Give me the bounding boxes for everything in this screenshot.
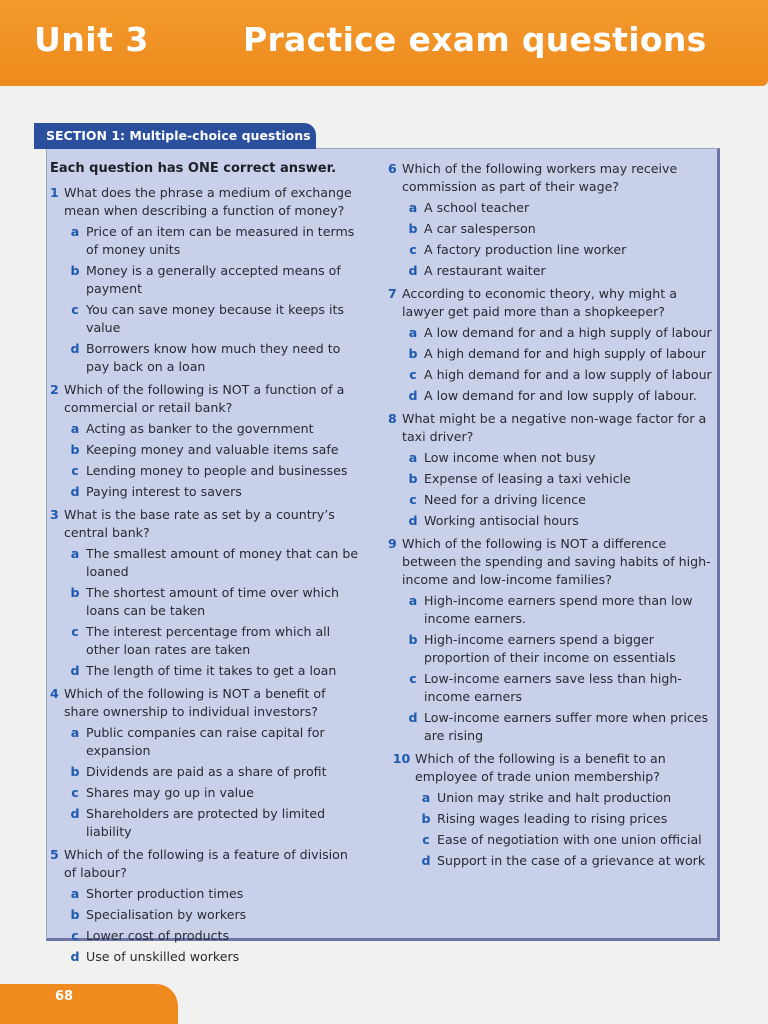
footer-tab <box>0 984 178 1024</box>
option-letter: a <box>70 725 80 740</box>
question-10 <box>388 750 714 870</box>
option-text: Expense of leasing a taxi vehicle <box>424 471 631 486</box>
option-letter: b <box>408 632 418 647</box>
option-text: Shareholders are protected by limited liability <box>86 806 326 839</box>
question-text: Which of the following is a benefit to an employee of trade union membership? <box>415 751 666 784</box>
option-letter: a <box>408 450 418 465</box>
option-letter: c <box>409 367 417 382</box>
option-letter: a <box>408 325 418 340</box>
option-text: High-income earners spend more than low income earners. <box>424 593 693 626</box>
option-text: The shortest amount of time over which loans can be taken <box>86 585 340 618</box>
question-number: 5 <box>50 847 59 862</box>
option-text: High-income earners spend a bigger proportion of their income on essentials <box>424 632 676 665</box>
question-text: Which of the following is NOT a benefit of share ownership to individual investors? <box>64 686 326 719</box>
option-letter: c <box>71 302 79 317</box>
option-text: Support in the case of a grievance at work <box>437 853 706 868</box>
question-number: 8 <box>388 411 397 426</box>
option-letter: b <box>70 585 80 600</box>
question-text: Which of the following is NOT a function of a commercial or retail bank? <box>64 382 345 415</box>
option-text: A low demand for and a high supply of labour <box>424 325 712 340</box>
left-column <box>50 160 360 971</box>
option-letter: c <box>409 242 417 257</box>
question-text: Which of the following is a feature of division of labour? <box>64 847 348 880</box>
option-letter: a <box>70 421 80 436</box>
option-text: Borrowers know how much they need to pay back on a loan <box>86 341 341 374</box>
option-letter: a <box>70 886 80 901</box>
option-text: Shares may go up in value <box>86 785 254 800</box>
option-letter: c <box>71 624 79 639</box>
option-letter: b <box>70 442 80 457</box>
page-number: 68 <box>55 989 74 1004</box>
option-letter: b <box>421 811 431 826</box>
option-letter: a <box>70 546 80 561</box>
question-text: Which of the following is NOT a difference between the spending and saving habits of high-income and low-income families? <box>402 536 711 587</box>
option-letter: c <box>422 832 430 847</box>
section-tab: SECTION 1: Multiple-choice questions <box>34 123 316 149</box>
option-text: The smallest amount of money that can be loaned <box>86 546 359 579</box>
option-letter: a <box>70 224 80 239</box>
question-text: What might be a negative non-wage factor for a taxi driver? <box>402 411 707 444</box>
option-letter: c <box>409 492 417 507</box>
question-7 <box>388 285 714 405</box>
option-text: Keeping money and valuable items safe <box>86 442 339 457</box>
option-letter: b <box>70 263 80 278</box>
option-letter: b <box>408 346 418 361</box>
option-text: Low income when not busy <box>424 450 596 465</box>
option-text: Need for a driving licence <box>424 492 586 507</box>
option-text: A restaurant waiter <box>424 263 546 278</box>
option-letter: b <box>70 907 80 922</box>
question-number: 4 <box>50 686 59 701</box>
option-letter: d <box>70 949 80 964</box>
option-letter: b <box>408 221 418 236</box>
option-text: The length of time it takes to get a loan <box>86 663 337 678</box>
option-text: A factory production line worker <box>424 242 627 257</box>
option-text: Shorter production times <box>86 886 244 901</box>
option-text: Low-income earners suffer more when prices are rising <box>424 710 709 743</box>
option-text: Lending money to people and businesses <box>86 463 348 478</box>
option-text: You can save money because it keeps its value <box>86 302 344 335</box>
option-letter: d <box>70 663 80 678</box>
option-letter: b <box>408 471 418 486</box>
question-2 <box>50 381 360 501</box>
option-letter: c <box>71 463 79 478</box>
question-number: 1 <box>50 185 59 200</box>
option-letter: d <box>408 263 418 278</box>
option-text: Public companies can raise capital for expansion <box>86 725 325 758</box>
question-3 <box>50 506 360 680</box>
question-number: 9 <box>388 536 397 551</box>
question-9 <box>388 535 714 745</box>
option-letter: c <box>71 785 79 800</box>
option-text: A car salesperson <box>424 221 536 236</box>
option-letter: a <box>408 200 418 215</box>
option-text: A school teacher <box>424 200 530 215</box>
option-letter: d <box>408 710 418 725</box>
question-4 <box>50 685 360 841</box>
option-text: The interest percentage from which all other loan rates are taken <box>86 624 331 657</box>
unit-label: Unit 3 <box>34 20 149 59</box>
option-text: Union may strike and halt production <box>437 790 672 805</box>
instruction: Each question has ONE correct answer. <box>50 161 337 176</box>
page-header <box>0 0 768 86</box>
option-text: Low-income earners save less than high-income earners <box>424 671 682 704</box>
right-column <box>388 160 714 875</box>
question-6 <box>388 160 714 280</box>
option-letter: d <box>70 484 80 499</box>
option-letter: c <box>409 671 417 686</box>
option-text: A high demand for and a low supply of labour <box>424 367 712 382</box>
option-letter: d <box>408 388 418 403</box>
option-letter: d <box>408 513 418 528</box>
option-letter: a <box>421 790 431 805</box>
option-text: Paying interest to savers <box>86 484 242 499</box>
option-letter: c <box>71 928 79 943</box>
question-number: 2 <box>50 382 59 397</box>
question-1 <box>50 184 360 376</box>
question-5 <box>50 846 360 966</box>
question-8 <box>388 410 714 530</box>
option-text: Working antisocial hours <box>424 513 579 528</box>
option-text: A high demand for and high supply of labour <box>424 346 706 361</box>
question-text: What does the phrase a medium of exchange mean when describing a function of money? <box>64 185 352 218</box>
option-letter: b <box>70 764 80 779</box>
option-text: Rising wages leading to rising prices <box>437 811 668 826</box>
question-text: Which of the following workers may receive commission as part of their wage? <box>402 161 678 194</box>
question-number: 10 <box>392 751 411 766</box>
page-title: Practice exam questions <box>243 20 707 59</box>
option-text: Acting as banker to the government <box>86 421 314 436</box>
option-text: Lower cost of products <box>86 928 230 943</box>
option-text: A low demand for and low supply of labour. <box>424 388 697 403</box>
option-text: Dividends are paid as a share of profit <box>86 764 327 779</box>
option-text: Money is a generally accepted means of payment <box>86 263 341 296</box>
question-number: 3 <box>50 507 59 522</box>
question-text: According to economic theory, why might a lawyer get paid more than a shopkeeper? <box>402 286 677 319</box>
question-text: What is the base rate as set by a country’s central bank? <box>64 507 335 540</box>
option-text: Specialisation by workers <box>86 907 247 922</box>
question-number: 7 <box>388 286 397 301</box>
option-letter: d <box>421 853 431 868</box>
question-number: 6 <box>388 161 397 176</box>
option-letter: d <box>70 341 80 356</box>
option-letter: d <box>70 806 80 821</box>
option-text: Use of unskilled workers <box>86 949 240 964</box>
option-text: Ease of negotiation with one union official <box>437 832 702 847</box>
option-letter: a <box>408 593 418 608</box>
option-text: Price of an item can be measured in terms of money units <box>86 224 355 257</box>
